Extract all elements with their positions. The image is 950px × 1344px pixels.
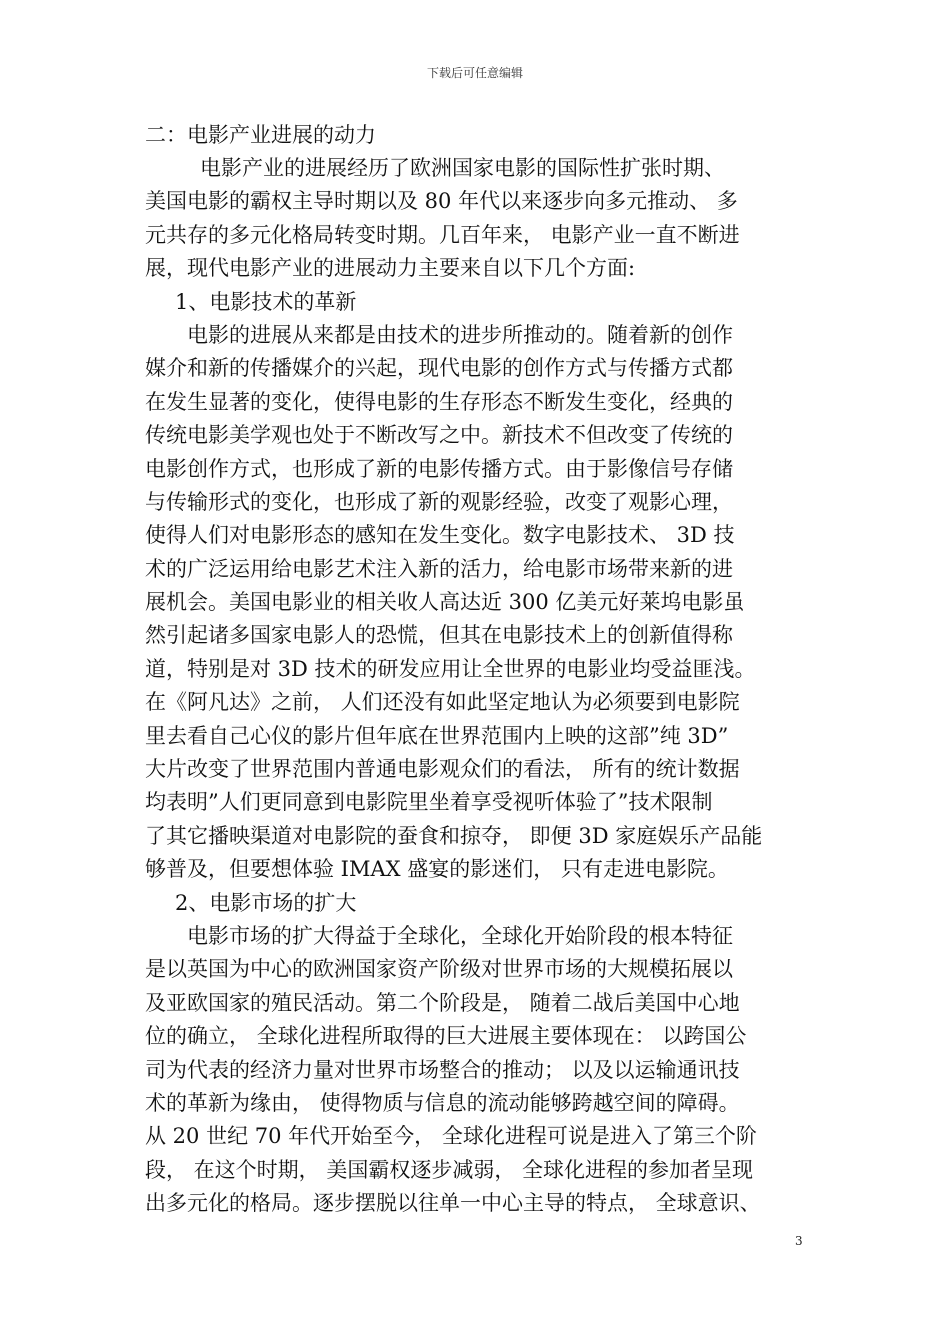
text-line: 展，现代电影产业的进展动力主要来自以下几个方面:	[145, 256, 636, 281]
text-line: 司为代表的经济力量对世界市场整合的推动； 以及以运输通讯技	[145, 1057, 740, 1082]
page-header: 下载后可任意编辑	[426, 66, 523, 80]
text-line: 大片改变了世界范围内普通电影观众们的看法， 所有的统计数据	[145, 757, 740, 782]
text-line: 道，特别是对 3D 技术的研发应用让全世界的电影业均受益匪浅。	[145, 656, 756, 681]
text-line: 电影市场的扩大得益于全球化，全球化开始阶段的根本特征	[187, 923, 733, 948]
subsection-heading-technology: 1、电影技术的革新	[175, 289, 357, 314]
intro-paragraph	[145, 152, 820, 286]
text-line: 媒介和新的传播媒介的兴起，现代电影的创作方式与传播方式都	[145, 356, 733, 381]
text-line: 在发生显著的变化，使得电影的生存形态不断发生变化，经典的	[145, 389, 733, 414]
text-line: 电影产业的进展经历了欧洲国家电影的国际性扩张时期、	[200, 156, 725, 180]
text-line: 术的广泛运用给电影艺术注入新的活力，给电影市场带来新的进	[145, 556, 733, 581]
technology-paragraph	[145, 319, 820, 887]
text-line: 及亚欧国家的殖民活动。第二个阶段是， 随着二战后美国中心地	[145, 990, 740, 1015]
text-line: 元共存的多元化格局转变时期。几百年来， 电影产业一直不断进	[145, 222, 740, 247]
text-line: 与传输形式的变化，也形成了新的观影经验，改变了观影心理，	[145, 489, 733, 514]
text-line: 出多元化的格局。逐步摆脱以往单一中心主导的特点， 全球意识、	[145, 1191, 761, 1216]
market-paragraph	[145, 920, 820, 1221]
text-line: 段， 在这个时期， 美国霸权逐步减弱， 全球化进程的参加者呈现	[145, 1157, 754, 1182]
text-line: 在《阿凡达》之前， 人们还没有如此坚定地认为必须要到电影院	[145, 690, 740, 715]
text-line: 从 20 世纪 70 年代开始至今， 全球化进程可说是进入了第三个阶	[145, 1124, 757, 1149]
text-line: 美国电影的霸权主导时期以及 80 年代以来逐步向多元推动、 多	[145, 189, 738, 214]
text-line: 够普及，但要想体验 IMAX 盛宴的影迷们， 只有走进电影院。	[145, 857, 729, 882]
subsection-heading-market: 2、电影市场的扩大	[175, 890, 357, 915]
text-line: 使得人们对电影形态的感知在发生变化。数字电影技术、 3D 技	[145, 523, 735, 548]
text-line: 术的革新为缘由， 使得物质与信息的流动能够跨越空间的障碍。	[145, 1090, 740, 1115]
section-heading: 二：电影产业进展的动力	[145, 123, 376, 147]
text-line: 里去看自己心仪的影片但年底在世界范围内上映的这部”纯 3D”	[145, 723, 729, 748]
text-line: 展机会。美国电影业的相关收人高达近 300 亿美元好莱坞电影虽	[145, 590, 745, 615]
text-line: 了其它播映渠道对电影院的蚕食和掠夺， 即便 3D 家庭娱乐产品能	[145, 823, 763, 848]
text-line: 位的确立， 全球化进程所取得的巨大进展主要体现在： 以跨国公	[145, 1024, 747, 1049]
text-line: 然引起诸多国家电影人的恐慌，但其在电影技术上的创新值得称	[145, 623, 733, 648]
document-body	[145, 118, 820, 1221]
text-line: 电影创作方式，也形成了新的电影传播方式。由于影像信号存储	[145, 456, 733, 481]
text-line: 均表明”人们更同意到电影院里坐着享受视听体验了”技术限制	[145, 790, 713, 815]
text-line: 是以英国为中心的欧洲国家资产阶级对世界市场的大规模拓展以	[145, 957, 733, 982]
page-number: 3	[795, 1234, 803, 1248]
text-line: 传统电影美学观也处于不断改写之中。新技术不但改变了传统的	[145, 423, 733, 448]
text-line: 电影的进展从来都是由技术的进步所推动的。随着新的创作	[187, 322, 733, 347]
